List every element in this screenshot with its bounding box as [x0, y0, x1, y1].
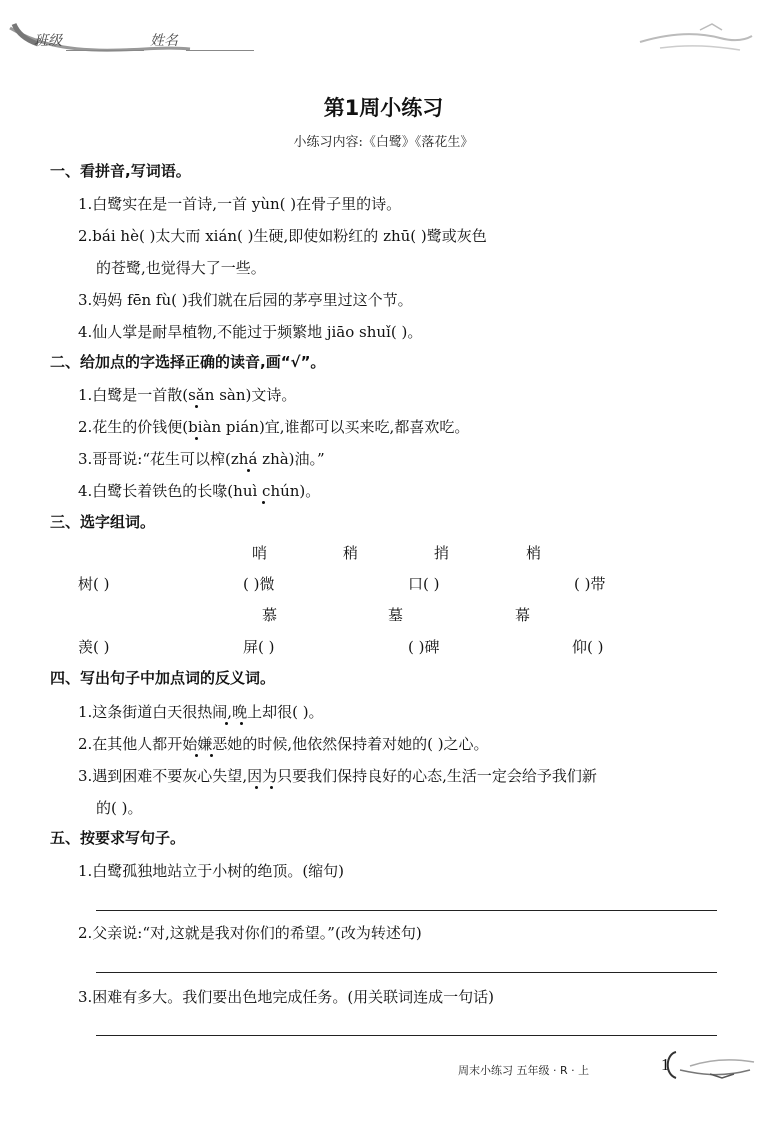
emphasis-dot — [225, 722, 228, 725]
page-number: 1 — [661, 1055, 670, 1074]
s4-item-3: 3.遇到困难不要灰心失望,因为只要我们保持良好的心态,生活一定会给予我们新 — [78, 767, 597, 785]
section-2-heading: 二、给加点的字选择正确的读音,画“√”。 — [50, 353, 326, 371]
header-brush-decoration — [0, 0, 767, 70]
page-title: 第1周小练习 — [323, 96, 444, 120]
name-label: 姓名 — [150, 33, 178, 49]
s5-item-3: 3.困难有多大。我们要出色地完成任务。(用关联词连成一句话) — [78, 988, 495, 1006]
word-blank: ( )微 — [243, 575, 275, 593]
footer-text: 周末小练习 五年级 · R · 上 — [458, 1064, 590, 1077]
section-5-heading: 五、按要求写句子。 — [50, 829, 186, 847]
section-4-heading: 四、写出句子中加点词的反义词。 — [50, 669, 276, 687]
word-blank: 树( ) — [78, 575, 110, 593]
choice-char: 幕 — [515, 606, 531, 624]
word-blank: 屏( ) — [243, 638, 275, 656]
class-label: 班级 — [34, 33, 62, 49]
s4-item-3-cont: 的( )。 — [96, 799, 143, 817]
choice-char: 哨 — [252, 544, 268, 562]
s4-item-1: 1.这条街道白天很热闹,晚上却很( )。 — [78, 703, 324, 721]
answer-line — [96, 972, 717, 973]
s1-item-2: 2.bái hè( )太大而 xián( )生硬,即使如粉红的 zhū( )鹭或灰色 — [78, 227, 487, 245]
emphasis-dot — [270, 786, 273, 789]
choice-char: 捎 — [434, 544, 450, 562]
section-1-heading: 一、看拼音,写词语。 — [50, 162, 191, 180]
s1-item-4: 4.仙人掌是耐旱植物,不能过于频繁地 jiāo shuǐ( )。 — [78, 323, 423, 341]
s1-item-2-cont: 的苍鹭,也觉得大了一些。 — [96, 259, 266, 277]
word-blank: ( )碑 — [408, 638, 440, 656]
word-blank: 仰( ) — [572, 638, 604, 656]
s2-item-1: 1.白鹭是一首散(sǎn sàn)文诗。 — [78, 386, 297, 404]
s4-item-2: 2.在其他人都开始嫌恶她的时候,他依然保持着对她的( )之心。 — [78, 735, 489, 753]
emphasis-dot — [247, 469, 250, 472]
s5-item-2: 2.父亲说:“对,这就是我对你们的希望。”(改为转述句) — [78, 924, 422, 942]
choice-char: 慕 — [262, 606, 278, 624]
choice-char: 墓 — [388, 606, 404, 624]
s1-item-3: 3.妈妈 fēn fù( )我们就在后园的茅亭里过这个节。 — [78, 291, 413, 309]
emphasis-dot — [210, 754, 213, 757]
emphasis-dot — [195, 437, 198, 440]
word-blank: 口( ) — [408, 575, 440, 593]
answer-line — [96, 1035, 717, 1036]
emphasis-dot — [262, 501, 265, 504]
emphasis-dot — [195, 754, 198, 757]
s2-item-3: 3.哥哥说:“花生可以榨(zhá zhà)油。” — [78, 450, 325, 468]
s1-item-1: 1.白鹭实在是一首诗,一首 yùn( )在骨子里的诗。 — [78, 195, 402, 213]
emphasis-dot — [240, 722, 243, 725]
name-blank — [186, 50, 254, 51]
word-blank: 羡( ) — [78, 638, 110, 656]
choice-char: 梢 — [526, 544, 542, 562]
footer-cloud-decoration — [650, 1048, 760, 1084]
answer-line — [96, 910, 717, 911]
word-blank: ( )带 — [574, 575, 606, 593]
emphasis-dot — [255, 786, 258, 789]
s2-item-4: 4.白鹭长着铁色的长喙(huì chún)。 — [78, 482, 321, 500]
section-3-heading: 三、选字组词。 — [50, 513, 156, 531]
page-subtitle: 小练习内容:《白鹭》《落花生》 — [293, 135, 474, 150]
class-blank — [66, 50, 144, 51]
s2-item-2: 2.花生的价钱便(biàn pián)宜,谁都可以买来吃,都喜欢吃。 — [78, 418, 470, 436]
emphasis-dot — [195, 405, 198, 408]
choice-char: 稍 — [343, 544, 359, 562]
s5-item-1: 1.白鹭孤独地站立于小树的绝顶。(缩句) — [78, 862, 345, 880]
